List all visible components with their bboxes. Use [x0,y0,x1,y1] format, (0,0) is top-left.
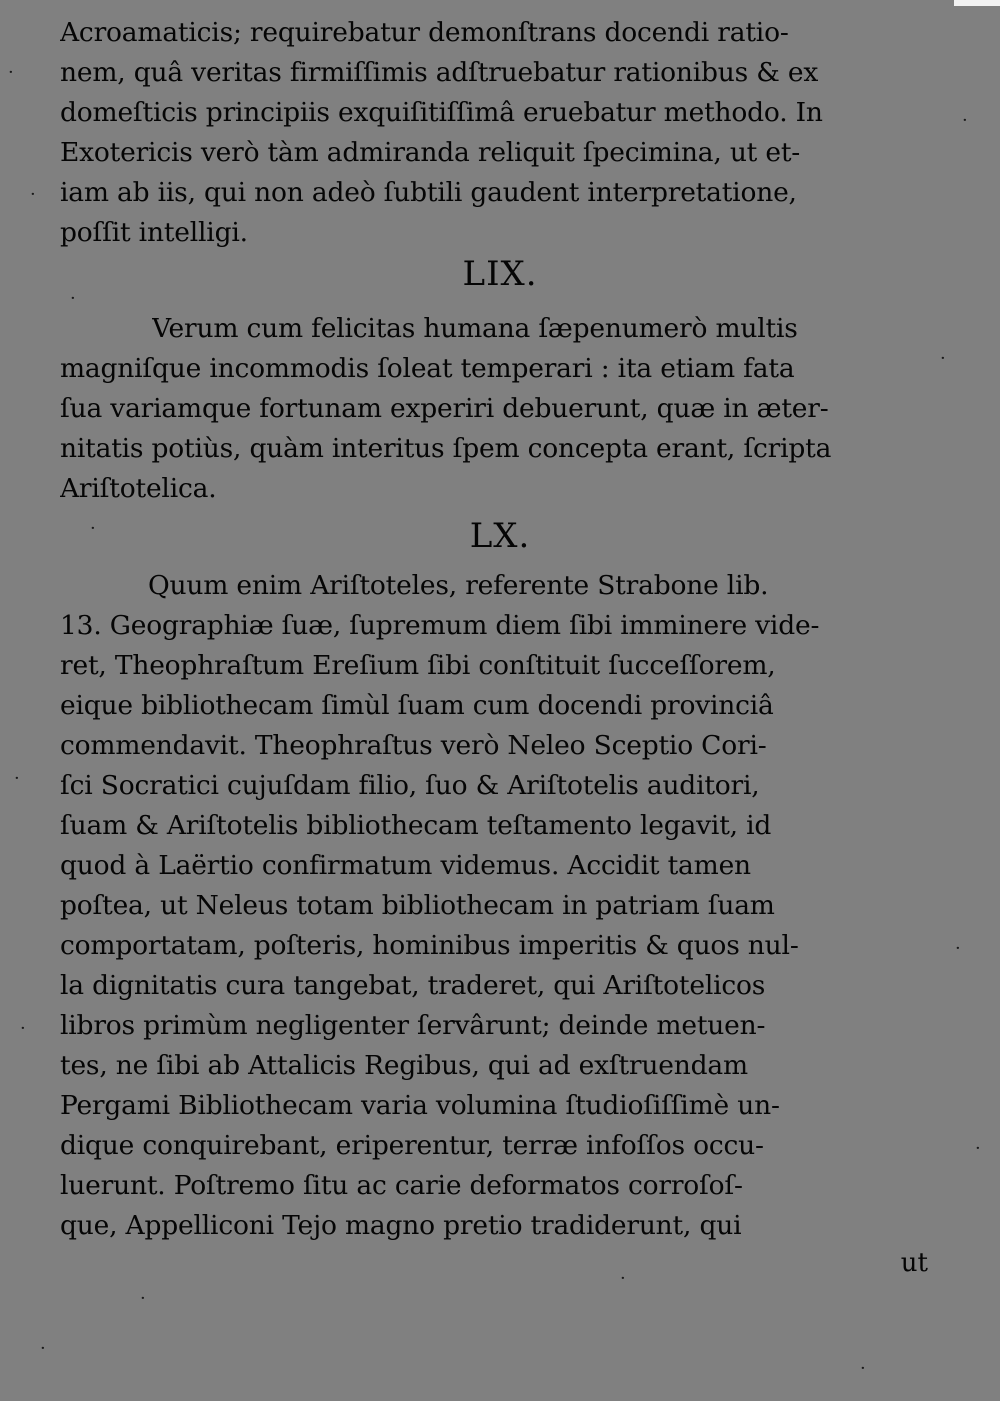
scan-speck: · [70,288,76,309]
text-line: Verum cum felicitas humana ſæpenumerò multis [152,313,798,344]
scan-speck: · [40,1338,46,1359]
scan-speck: · [8,62,14,83]
scan-speck: · [30,184,36,205]
text-line: luerunt. Poſtremo ſitu ac carie deformatos corroſoſ- [60,1170,743,1201]
text-line: eique bibliothecam ſimùl ſuam cum docendi provinciâ [60,690,774,721]
scan-speck: · [975,1138,981,1159]
text-line: ſuam & Ariſtotelis bibliothecam teſtamento legavit, id [60,810,772,841]
text-line: la dignitatis cura tangebat, traderet, qui Ariſtotelicos [60,970,766,1001]
text-line: ret, Theophraſtum Ereſium ſibi conſtituit ſucceſſorem, [60,650,776,681]
text-line: comportatam, poſteris, hominibus imperitis & quos nul- [60,930,799,961]
text-line: Quum enim Ariſtoteles, referente Strabone lib. [148,570,769,601]
text-line: poſtea, ut Neleus totam bibliothecam in patriam ſuam [60,890,775,921]
scan-speck: · [90,518,96,539]
text-line: 13. Geographiæ ſuæ, ſupremum diem ſibi imminere vide- [60,610,820,641]
text-line: quod à Laërtio confirmatum videmus. Accidit tamen [60,850,751,881]
text-line: Ariſtotelica. [60,473,217,504]
scan-speck: · [860,1358,866,1379]
text-line: commendavit. Theophraſtus verò Neleo Sceptio Cori- [60,730,767,761]
text-line: nem, quâ veritas firmiſſimis adſtruebatur rationibus & ex [60,57,819,88]
text-line: ſci Socratici cujuſdam filio, ſuo & Ariſtotelis auditori, [60,770,760,801]
text-line: magniſque incommodis ſoleat temperari : ita etiam fata [60,353,795,384]
page-edge-mark [954,0,1000,6]
text-line: ſua variamque fortunam experiri debuerunt, quæ in æter- [60,393,829,424]
text-line: poſſit intelligi. [60,217,248,248]
scan-speck: · [940,348,946,369]
text-line: tes, ne ſibi ab Attalicis Regibus, qui ad exſtruendam [60,1050,748,1081]
catchword: ut [900,1248,928,1278]
text-line: iam ab iis, qui non adeò ſubtili gaudent interpretatione, [60,177,797,208]
scan-speck: · [962,110,968,131]
text-line: Acroamaticis; requirebatur demonſtrans docendi ratio- [60,17,789,48]
scan-speck: · [20,1018,26,1039]
text-line: Exotericis verò tàm admiranda reliquit ſpecimina, ut et- [60,137,801,168]
text-line: dique conquirebant, eriperentur, terræ infoſſos occu- [60,1130,764,1161]
text-line: que, Appelliconi Tejo magno pretio tradiderunt, qui [60,1210,742,1241]
text-line: domeſticis principiis exquiſitiſſimâ eruebatur methodo. In [60,97,823,128]
scan-speck: · [14,768,20,789]
text-line: nitatis potiùs, quàm interitus ſpem concepta erant, ſcripta [60,433,832,464]
section-heading-lx: LX. [469,516,531,556]
scan-speck: · [140,1288,146,1309]
scan-speck: · [620,1268,626,1289]
section-heading-lix: LIX. [462,254,538,294]
text-line: Pergami Bibliothecam varia volumina ſtudioſiſſimè un- [60,1090,780,1121]
scan-speck: · [955,938,961,959]
text-line: libros primùm negligenter ſervârunt; deinde metuen- [60,1010,766,1041]
